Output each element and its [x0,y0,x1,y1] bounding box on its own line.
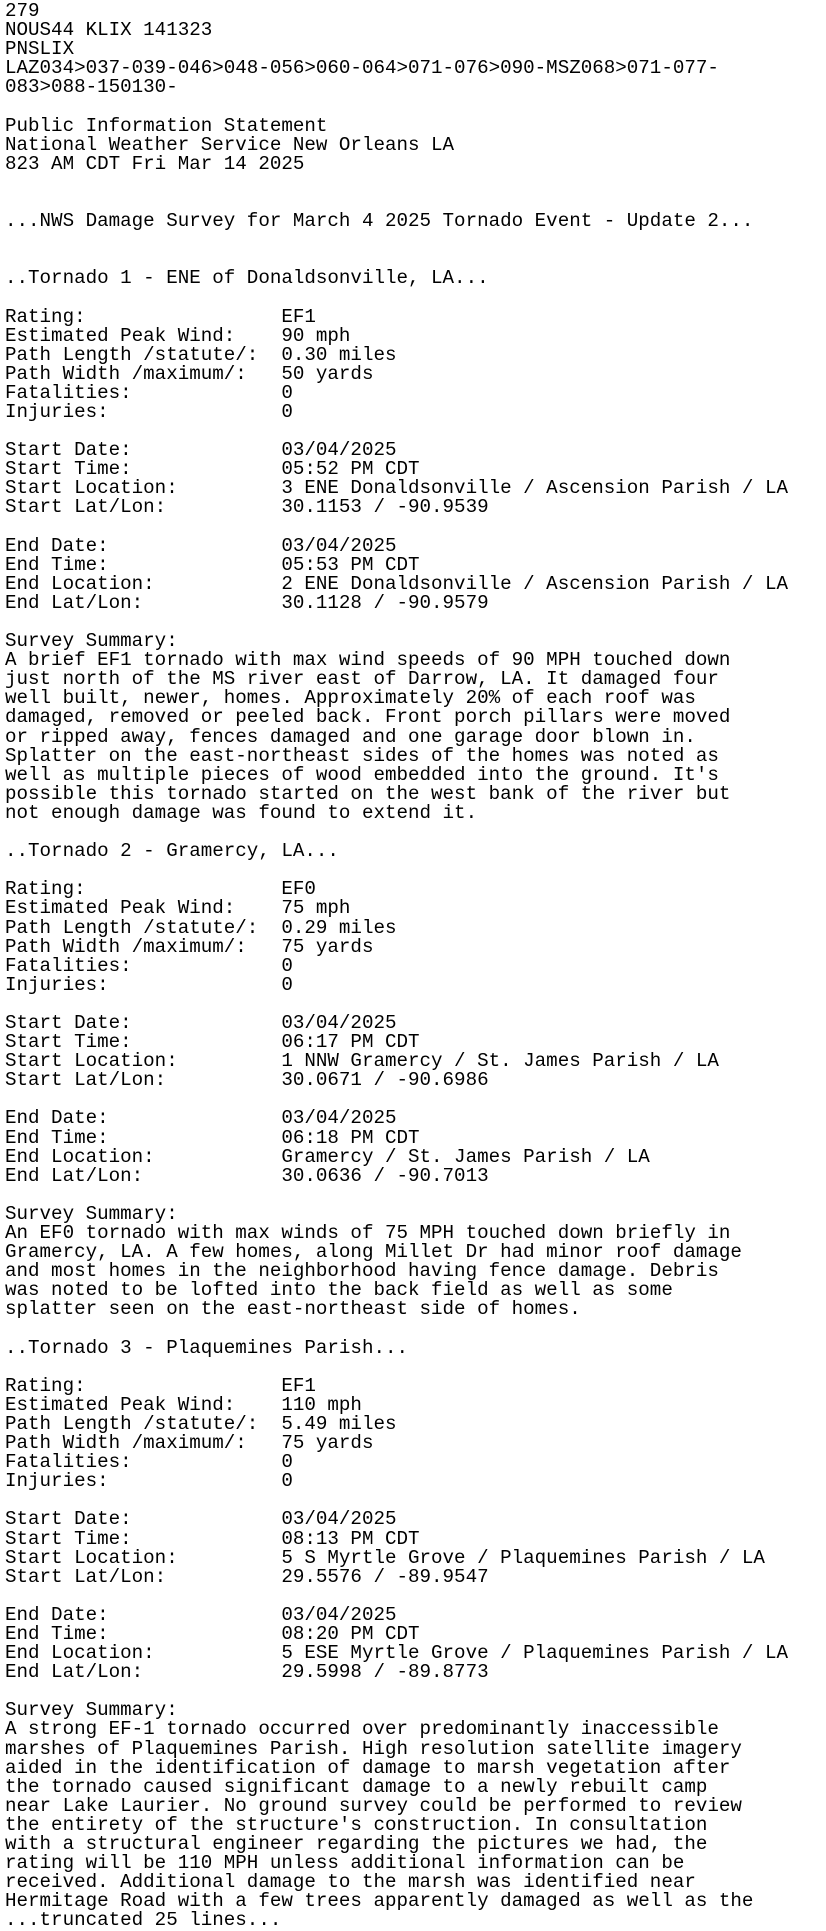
product-title: Public Information Statement [5,114,328,137]
tornado-3-start-latlon: Start Lat/Lon: 29.5576 / -89.9547 [5,1565,489,1588]
summary-line: was noted to be lofted into the back field as well as some [5,1279,673,1302]
header-line: 083>088-150130- [5,76,178,99]
tornado-2-start-location: Start Location: 1 NNW Gramercy / St. James Parish / LA [5,1050,719,1073]
blank-line [5,288,826,307]
blank-line [5,518,826,537]
issuance-time: 823 AM CDT Fri Mar 14 2025 [5,152,305,175]
blank-line [5,174,826,193]
tornado-2-summary-label: Survey Summary: [5,1202,178,1225]
blank-line [5,1587,826,1606]
tornado-3-end-latlon: End Lat/Lon: 29.5998 / -89.8773 [5,1661,489,1684]
tornado-3-start-time: Start Time: 08:13 PM CDT [5,1527,420,1550]
tornado-1-end-latlon: End Lat/Lon: 30.1128 / -90.9579 [5,591,489,614]
summary-line: An EF0 tornado with max winds of 75 MPH touched down briefly in [5,1222,731,1244]
summary-line: just north of the MS river east of Darrow, LA. It damaged four [5,668,719,691]
tornado-3-injuries: Injuries: 0 [5,1470,293,1493]
tornado-1-path-length: Path Length /statute/: 0.30 miles [5,343,397,366]
summary-line: with a structural engineer regarding the pictures we had, the [5,1833,708,1855]
summary-line: Hermitage Road with a few trees apparently damaged as well as the [5,1890,754,1913]
tornado-3-start-date: Start Date: 03/04/2025 [5,1508,397,1531]
summary-line: well as multiple pieces of wood embedded into the ground. It's [5,763,719,786]
summary-line: and most homes in the neighborhood having fence damage. Debris [5,1260,719,1283]
tornado-2-start-time: Start Time: 06:17 PM CDT [5,1031,420,1054]
header-line: NOUS44 KLIX 141323 [5,19,213,42]
tornado-3-fatalities: Fatalities: 0 [5,1451,293,1474]
truncation-note: ...truncated 25 lines... [5,1909,282,1931]
tornado-2-end-latlon: End Lat/Lon: 30.0636 / -90.7013 [5,1164,489,1187]
blank-line [5,1319,826,1338]
headline: ...NWS Damage Survey for March 4 2025 Tornado Event - Update 2... [5,210,754,233]
tornado-2-path-length: Path Length /statute/: 0.29 miles [5,916,397,939]
tornado-3-start-location: Start Location: 5 S Myrtle Grove / Plaquemines Parish / LA [5,1546,765,1569]
summary-line: marshes of Plaquemines Parish. High resolution satellite imagery [5,1737,742,1760]
summary-line: the tornado caused significant damage to a newly rebuilt camp [5,1775,708,1798]
tornado-3-end-time: End Time: 08:20 PM CDT [5,1622,420,1645]
summary-line: or ripped away, fences damaged and one garage door blown in. [5,725,696,748]
tornado-3-path-length: Path Length /statute/: 5.49 miles [5,1412,397,1435]
summary-line: A brief EF1 tornado with max wind speeds of 90 MPH touched down [5,649,731,672]
summary-line: not enough damage was found to extend it. [5,801,478,824]
summary-line: Gramercy, LA. A few homes, along Millet Dr had minor roof damage [5,1241,742,1264]
summary-line: received. Additional damage to the marsh was identified near [5,1871,696,1894]
summary-line: the entirety of the structure's construction. In consultation [5,1813,708,1836]
tornado-1-rating: Rating: EF1 [5,305,316,328]
tornado-1-start-location: Start Location: 3 ENE Donaldsonville / Ascension Parish / LA [5,477,788,500]
issuing-office: National Weather Service New Orleans LA [5,133,455,156]
tornado-2-start-latlon: Start Lat/Lon: 30.0671 / -90.6986 [5,1069,489,1092]
tornado-2-fatalities: Fatalities: 0 [5,954,293,977]
tornado-1-end-time: End Time: 05:53 PM CDT [5,553,420,576]
blank-line [5,97,826,116]
tornado-1-path-width: Path Width /maximum/: 50 yards [5,362,374,385]
tornado-2-end-time: End Time: 06:18 PM CDT [5,1126,420,1149]
tornado-1-peak-wind: Estimated Peak Wind: 90 mph [5,324,351,347]
tornado-1-injuries: Injuries: 0 [5,400,293,423]
header-line: PNSLIX [5,38,75,61]
tornado-3-end-date: End Date: 03/04/2025 [5,1603,397,1626]
summary-line: aided in the identification of damage to marsh vegetation after [5,1756,731,1779]
tornado-1-summary-label: Survey Summary: [5,630,178,653]
tornado-3-peak-wind: Estimated Peak Wind: 110 mph [5,1393,362,1416]
tornado-3-heading: ..Tornado 3 - Plaquemines Parish... [5,1336,409,1359]
tornado-1-start-date: Start Date: 03/04/2025 [5,439,397,462]
tornado-3-rating: Rating: EF1 [5,1374,316,1397]
summary-line: Splatter on the east-northeast sides of the homes was noted as [5,744,719,767]
summary-line: possible this tornado started on the west bank of the river but [5,782,731,805]
tornado-2-injuries: Injuries: 0 [5,973,293,996]
tornado-1-fatalities: Fatalities: 0 [5,381,293,404]
tornado-1-start-latlon: Start Lat/Lon: 30.1153 / -90.9539 [5,496,489,519]
tornado-1-start-time: Start Time: 05:52 PM CDT [5,458,420,481]
summary-line: A strong EF-1 tornado occurred over predominantly inaccessible [5,1718,719,1741]
tornado-3-end-location: End Location: 5 ESE Myrtle Grove / Plaquemines Parish / LA [5,1642,788,1665]
summary-line: near Lake Laurier. No ground survey could be performed to review [5,1794,742,1817]
header-line: LAZ034>037-039-046>048-056>060-064>071-076>090-MSZ068>071-077- [5,57,719,80]
blank-line [5,231,826,250]
summary-line: damaged, removed or peeled back. Front porch pillars were moved [5,706,731,729]
tornado-2-heading: ..Tornado 2 - Gramercy, LA... [5,840,339,863]
tornado-1-end-location: End Location: 2 ENE Donaldsonville / Ascension Parish / LA [5,572,788,595]
summary-line: well built, newer, homes. Approximately 20% of each roof was [5,687,696,710]
tornado-2-peak-wind: Estimated Peak Wind: 75 mph [5,897,351,920]
tornado-2-rating: Rating: EF0 [5,878,316,901]
tornado-2-end-location: End Location: Gramercy / St. James Parish / LA [5,1145,650,1168]
summary-line: splatter seen on the east-northeast side of homes. [5,1298,581,1321]
tornado-2-path-width: Path Width /maximum/: 75 yards [5,935,374,958]
tornado-2-start-date: Start Date: 03/04/2025 [5,1011,397,1034]
summary-line: rating will be 110 MPH unless additional information can be [5,1852,685,1875]
tornado-2-end-date: End Date: 03/04/2025 [5,1107,397,1130]
tornado-1-end-date: End Date: 03/04/2025 [5,534,397,557]
tornado-1-heading: ..Tornado 1 - ENE of Donaldsonville, LA... [5,267,489,290]
tornado-3-path-width: Path Width /maximum/: 75 yards [5,1432,374,1455]
tornado-3-summary-label: Survey Summary: [5,1699,178,1722]
blank-line [5,1358,826,1377]
header-line: 279 [5,0,40,22]
